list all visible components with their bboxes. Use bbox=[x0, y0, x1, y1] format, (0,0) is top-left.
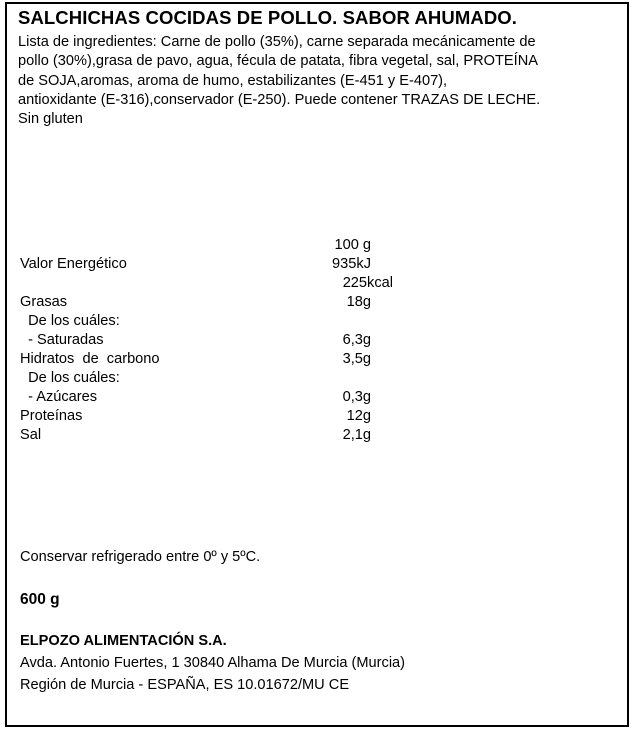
ingredients-line: antioxidante (E-316),conservador (E-250). Puede contener TRAZAS DE LECHE. bbox=[18, 92, 541, 109]
company-address: Avda. Antonio Fuertes, 1 30840 Alhama De Murcia (Murcia) bbox=[20, 655, 406, 671]
ingredients-line: pollo (30%),grasa de pavo, agua, fécula de patata, fibra vegetal, sal, PROTEÍNA bbox=[18, 53, 538, 70]
nutrient-label: - Saturadas bbox=[20, 332, 104, 348]
nutrient-label: - Azúcares bbox=[20, 389, 98, 405]
nutrient-label: De los cuáles: bbox=[20, 370, 120, 386]
nutrient-value: 3,5g bbox=[342, 351, 371, 367]
nutrient-value: 0,3g bbox=[342, 389, 371, 405]
product-label bbox=[5, 2, 629, 727]
nutrition-header: 100 g bbox=[334, 237, 371, 253]
nutrient-label: Proteínas bbox=[20, 408, 83, 424]
gluten-statement: Sin gluten bbox=[18, 111, 83, 127]
nutrient-value: 12g bbox=[346, 408, 371, 424]
storage-instructions: Conservar refrigerado entre 0º y 5ºC. bbox=[20, 549, 261, 565]
ingredients-line: de SOJA,aromas, aroma de humo, estabilizantes (E-451 y E-407), bbox=[18, 72, 448, 89]
net-weight: 600 g bbox=[20, 591, 60, 608]
product-title: SALCHICHAS COCIDAS DE POLLO. SABOR AHUMADO. bbox=[18, 7, 518, 28]
nutrient-label: De los cuáles: bbox=[20, 313, 120, 329]
nutrient-value: 2,1g bbox=[342, 427, 371, 443]
nutrient-value: 18g bbox=[346, 294, 371, 310]
company-region: Región de Murcia - ESPAÑA, ES 10.01672/MU CE bbox=[20, 677, 350, 693]
ingredients-list bbox=[18, 33, 618, 111]
nutrient-value: 6,3g bbox=[342, 332, 371, 348]
nutrient-label: Grasas bbox=[20, 294, 68, 310]
nutrient-label: Sal bbox=[20, 427, 42, 443]
nutrient-label: Hidratos de carbono bbox=[20, 351, 160, 367]
energy-kcal: 225kcal bbox=[342, 275, 393, 291]
energy-label: Valor Energético bbox=[20, 256, 127, 272]
company-name: ELPOZO ALIMENTACIÓN S.A. bbox=[20, 633, 227, 649]
energy-kj: 935kJ bbox=[332, 256, 371, 272]
ingredients-line: Lista de ingredientes: Carne de pollo (35%), carne separada mecánicamente de bbox=[18, 34, 536, 50]
